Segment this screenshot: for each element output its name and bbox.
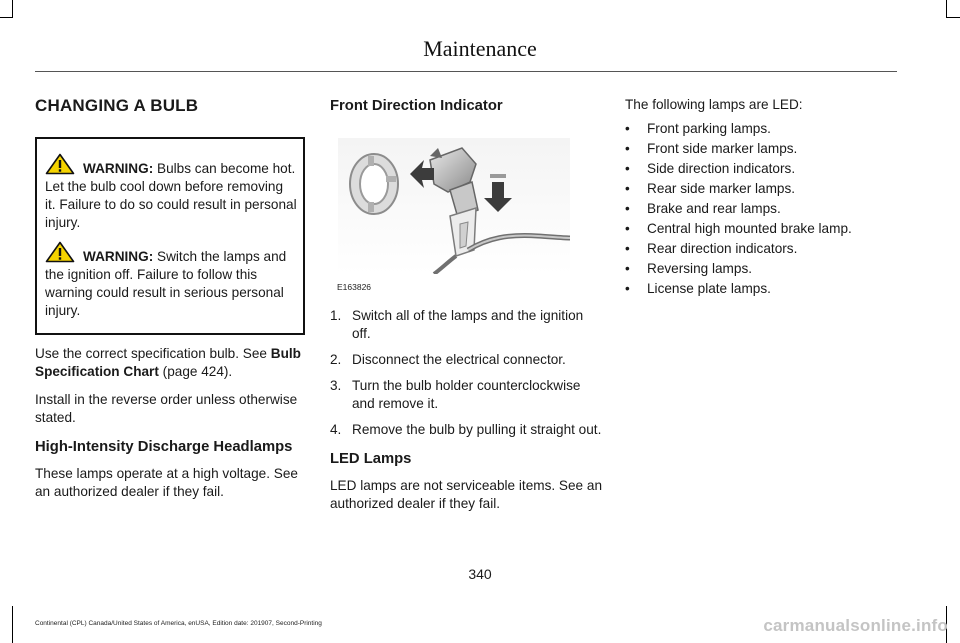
- list-item: [625, 160, 897, 178]
- lamp-text: License plate lamps.: [647, 281, 771, 296]
- warning-label: WARNING:: [83, 161, 154, 176]
- step-text: Turn the bulb holder counterclockwise and remove it.: [352, 378, 581, 411]
- lamp-text: Rear side marker lamps.: [647, 181, 796, 196]
- bullet: •: [625, 281, 630, 296]
- bullet: •: [625, 141, 630, 156]
- crop-mark: [12, 606, 13, 643]
- bullet: •: [625, 181, 630, 196]
- bullet: •: [625, 241, 630, 256]
- lamp-text: Reversing lamps.: [647, 261, 753, 276]
- step-number: 4.: [330, 422, 342, 437]
- bullet: •: [625, 121, 630, 136]
- list-item: [330, 307, 602, 343]
- hid-paragraph: These lamps operate at a high voltage. See an authorized dealer if they fail.: [35, 466, 298, 499]
- bulb-spec-link[interactable]: Bulb Specification Chart: [35, 346, 301, 379]
- column-right: [625, 96, 897, 300]
- page-number: 340: [468, 566, 492, 582]
- warning-box: [35, 137, 305, 335]
- warning-text: Bulbs can become hot. Let the bulb cool down before removing it. Failure to do so could result in personal injury.: [45, 161, 297, 230]
- bulb-holder-illustration: [338, 138, 570, 274]
- step-number: 3.: [330, 378, 342, 393]
- header-rule: [35, 71, 897, 72]
- lamp-text: Front side marker lamps.: [647, 141, 798, 156]
- list-item: [625, 260, 897, 278]
- page-title: Maintenance: [423, 36, 537, 61]
- bullet: •: [625, 221, 630, 236]
- step-text: Switch all of the lamps and the ignition off.: [352, 308, 584, 341]
- crop-mark: [946, 0, 947, 18]
- warning-paragraph: [45, 153, 297, 232]
- crop-mark: [0, 17, 13, 18]
- lamp-text: Side direction indicators.: [647, 161, 796, 176]
- step-number: 1.: [330, 308, 342, 323]
- list-item: [625, 280, 897, 298]
- list-item: [330, 351, 602, 369]
- lamp-text: Front parking lamps.: [647, 121, 771, 136]
- warning-paragraph: [45, 241, 297, 320]
- list-item: [330, 421, 602, 439]
- warning-label: WARNING:: [83, 249, 154, 264]
- lamp-text: Rear direction indicators.: [647, 241, 798, 256]
- install-paragraph: Install in the reverse order unless otherwise stated.: [35, 392, 298, 425]
- list-item: [625, 120, 897, 138]
- steps-list: [330, 307, 602, 439]
- warning-triangle-icon: [45, 241, 75, 263]
- lamp-text: Central high mounted brake lamp.: [647, 221, 852, 236]
- footer-edition: Continental (CPL) Canada/United States of America, enUSA, Edition date: 201907, Second-Printing: [35, 620, 322, 627]
- figure-id: E163826: [337, 282, 372, 292]
- crop-mark: [12, 0, 13, 18]
- step-number: 2.: [330, 352, 342, 367]
- list-item: [625, 240, 897, 258]
- led-intro: The following lamps are LED:: [625, 97, 803, 112]
- warning-text: Switch the lamps and the ignition off. Failure to follow this warning could result in serious personal injury.: [45, 249, 287, 318]
- spec-text: Use the correct specification bulb. See: [35, 346, 271, 361]
- bullet: •: [625, 201, 630, 216]
- warning-triangle-icon: [45, 153, 75, 175]
- led-paragraph: LED lamps are not serviceable items. See an authorized dealer if they fail.: [330, 478, 603, 511]
- watermark: carmanualsonline.info: [763, 616, 948, 635]
- list-item: [625, 220, 897, 238]
- step-text: Disconnect the electrical connector.: [352, 352, 566, 367]
- step-text: Remove the bulb by pulling it straight out.: [352, 422, 602, 437]
- section-heading: CHANGING A BULB: [35, 96, 199, 115]
- list-item: [330, 377, 602, 413]
- column-middle: [330, 96, 602, 523]
- spec-page-ref: (page 424).: [158, 364, 233, 379]
- spec-paragraph: [35, 345, 305, 381]
- front-indicator-heading: Front Direction Indicator: [330, 98, 503, 114]
- bulb-holder-figure: [330, 138, 570, 293]
- crop-mark: [946, 17, 960, 18]
- list-item: [625, 180, 897, 198]
- bullet: •: [625, 261, 630, 276]
- column-left: [35, 96, 305, 511]
- lamp-text: Brake and rear lamps.: [647, 201, 781, 216]
- led-lamp-list: [625, 120, 897, 298]
- bullet: •: [625, 161, 630, 176]
- hid-heading: High-Intensity Discharge Headlamps: [35, 439, 293, 455]
- led-heading: LED Lamps: [330, 451, 412, 467]
- list-item: [625, 140, 897, 158]
- list-item: [625, 200, 897, 218]
